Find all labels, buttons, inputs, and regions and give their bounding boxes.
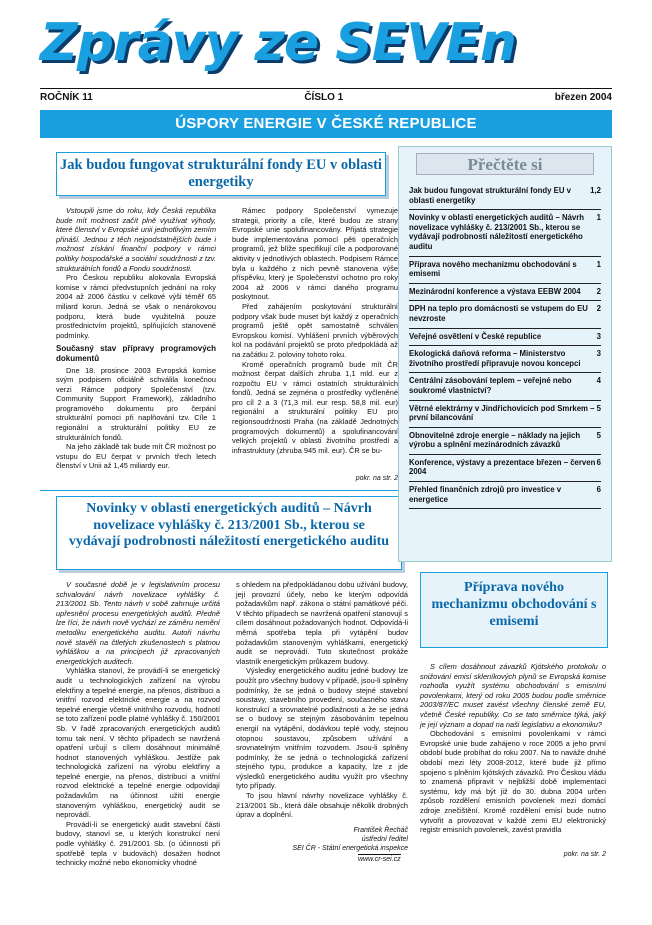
- toc-page-number: 3: [596, 349, 601, 359]
- toc-item[interactable]: [409, 373, 601, 400]
- article2-column-right: [236, 580, 408, 824]
- article3-continued: pokr. na str. 2: [563, 851, 606, 858]
- article1-continued: pokr. na str. 2: [355, 475, 398, 482]
- toc-title: Ekologická daňová reforma – Ministerstvo životního prostředí připravuje novou koncepci: [409, 349, 581, 368]
- article2-url[interactable]: www.cr-sei.cz: [358, 856, 401, 863]
- article1-column-right: [232, 206, 398, 488]
- article1-column-left: [56, 206, 216, 488]
- section-banner: ÚSPORY ENERGIE V ČESKÉ REPUBLICE: [40, 110, 612, 138]
- toc-title: Obnovitelné zdroje energie – náklady na jejich výrobu a splnění mezinárodních závazků: [409, 430, 581, 450]
- paragraph: To jsou hlavní návrhy novelizace vyhlášky č. 213/2001 Sb., která dále obsahuje několik drobných úprav a doplnění.: [236, 791, 408, 820]
- toc-title: Větrné elektrárny v Jindřichovicích pod Smrkem – první bilancování: [409, 403, 595, 423]
- toc-page-number: 6: [596, 485, 601, 495]
- paragraph: Vstoupili jsme do roku, kdy Česká republika bude mít možnost začít plně využívat výhody, které členství v Evropské unii jednotlivým zemím přináší. Jednou z těch nejpodstatnějších bude i možnost získání finanční podpory v rámci politiky hospodářské a sociální soudržnosti z tzv. strukturálních fondů a Fondu soudržnosti.: [56, 206, 216, 273]
- toc-item[interactable]: [409, 210, 601, 256]
- article2-signature: [236, 826, 408, 853]
- toc-item[interactable]: [409, 329, 601, 347]
- paragraph: Pro Českou republiku alokovala Evropská komise v rámci předvstupních jednání na roky 2004 až 2006 částku v celkové výši téměř 65 miliard korun. Jedná se však o nenárokovou podporu, která bude využitelná pouze prostřednictvím projektů, splňujících stanovené podmínky.: [56, 273, 216, 340]
- toc-item[interactable]: [409, 346, 601, 373]
- paragraph: Výsledky energetického auditu jedné budovy lze použít pro všechny budovy v případě, jsou-li splněny podmínky, že se jedná o budovy stejné stavební soustavy, stavebního provedení, současného stavu konstrukcí a srovnatelné podlažnosti a že se jedná se o budovy se stejným zásobováním tepelnou energií na vytápění, dodávkou teplé vody, stejnou otopnou soustavou, způsobem užívání a srovnatelným vnitřním rozvodem. Jsou-li splněny podmínky, že se jedná o technologická zařízení stejného typu, produkce a kapacity, lze z jde výsledků energetického auditu využít pro všechny tyto případy.: [236, 666, 408, 791]
- article-divider: [40, 490, 408, 491]
- issue-number: ČÍSLO 1: [304, 92, 344, 103]
- paragraph: Na jeho základě tak bude mít ČR možnost po vstupu do EU čerpat v prvních třech letech členství v Unii až 1,45 miliardy eur.: [56, 442, 216, 471]
- article3-title: Příprava nového mechanizmu obchodování s emisemi: [420, 572, 608, 648]
- paragraph: V současné době je v legislativním procesu schvalování návrh novelizace vyhlášky č. 213/2001 Sb. Tento návrh v sobě zahrnuje určitá upřesnění procesu energetických auditů. Předně lze říci, že návrh nově vychází ze záměru nemění metodiku energetického auditu. Autoři návrhu nově stavěli na čtletých zkušenostech s platnou vyhláškou a na principech již zpracovaných energetických auditech.: [56, 580, 220, 666]
- toc-item[interactable]: [409, 428, 601, 455]
- toc-title: Novinky v oblasti energetických auditů – Návrh novelizace vyhlášky č. 213/2001 Sb., kterou se vydávají podrobnosti náležitostí energetického auditu: [409, 213, 585, 251]
- header-rule-top: [40, 88, 612, 89]
- table-of-contents: [399, 183, 611, 509]
- article3-body: [420, 662, 606, 848]
- toc-title: Příprava nového mechanizmu obchodování s emisemi: [409, 259, 577, 279]
- signature-role: ústřední ředitel: [361, 836, 408, 843]
- paragraph: s ohledem na předpokládanou dobu užívání budovy, její provozní účely, nebo ke kterým odpovídá požadavkům např. zákona o státní památkové péči. V těchto případech se navržená opatření stanovují s cílem dosáhnout požadovaných hodnot. Odpovídá-li měrná spotřeba tepla při vytápění budov požadavkům stanoveným vyhláškami, energetický audit se neprovádí. Tuto skutečnost prokáže vlastník energetickým průkazem budovy.: [236, 580, 408, 666]
- toc-item[interactable]: [409, 401, 601, 428]
- issue-volume: ROČNÍK 11: [40, 92, 93, 103]
- article2-title: Novinky v oblasti energetických auditů – Návrh novelizace vyhlášky č. 213/2001 Sb., kterou se vydávají podrobnosti náležitostí energetického auditu: [56, 496, 402, 570]
- toc-title: Veřejné osvětlení v České republice: [409, 331, 542, 341]
- toc-page-number: 6: [596, 457, 601, 467]
- toc-page-number: 1,2: [590, 186, 601, 195]
- toc-page-number: 3: [596, 331, 601, 341]
- toc-page-number: 2: [596, 304, 601, 314]
- toc-item[interactable]: [409, 455, 601, 482]
- toc-item[interactable]: [409, 301, 601, 328]
- signature-org: SEI ČR - Státní energetická inspekce: [292, 845, 408, 852]
- signature-name: František Řecháč: [353, 827, 408, 834]
- paragraph: Rámec podpory Společenství vymezuje strategii, priority a cíle, které budou ze strany Evropské unie spolufinancovány. Přijatá strategie bude implementována pomocí pěti operačních programů, jež blíže specifikují cíle a podporované aktivity v jednotlivých oblastech. Podpisem Rámce byla u každého z nich pevně stanovena výše příspěvku, který je Společenství ochotno pro roky 2004 až 2006 v rámci daného programu poskytnout.: [232, 206, 398, 302]
- paragraph: Provádí-li se energetický audit stavební části budovy, stanoví se, u kterých konstrukcí není podle vyhlášky č. 291/2001 Sb. (o účinnosti při spotřebě tepla v budovách) dosažen hodnot technicky možné nebo ekonomicky vhodné: [56, 819, 220, 868]
- paragraph: Dne 18. prosince 2003 Evropská komise svým podpisem oficiálně schválila konečnou verzi Rámce podpory Společenství (tzv. Community Support Framework), základního programového dokumentu pro čerpání strukturální pomoci při naplňování tzv. Cíle 1 regionální a strukturální politiky EU ze strukturálních fondů.: [56, 365, 216, 442]
- toc-title: DPH na teplo pro domácnosti se vstupem do EU nevzroste: [409, 304, 588, 323]
- toc-item[interactable]: [409, 482, 601, 509]
- paragraph: Kromě operačních programů bude mít ČR možnost čerpat dalších zhruba 1,1 mld. eur z rozpočtu EU v rámci ostatních strukturálních fondů. Jedná se zejména o prostředky vyčleněné pro cíl 2 a 3 (71,3 mil. eur resp. 58,8 mil. eur) regionální a strukturální politiky EU pro regionsoudržnosti Praha (na základě Jednotných programových dokumentů) a spolufinancování velkých projektů v oblasti životního prostředí a infrastruktury (zhruba 945 mil. eur). ČR se bu-: [232, 359, 398, 455]
- toc-page-number: 4: [596, 376, 601, 386]
- toc-title: Centrální zásobování teplem – veřejné nebo soukromé vlastnictví?: [409, 376, 572, 395]
- read-this-heading: Přečtěte si: [416, 153, 594, 175]
- paragraph: S cílem dosáhnout závazků Kjótského protokolu o snižování emisí skleníkových plynů se Evropská komise rozhodla využít systému obchodování s emisními povolenkami, který od roku 2005 budou podle směrnice 2003/87/EC muset zavést všechny členské země EU, včetně České republiky. Co se tato směrnice týká, jaký je její význam a dopad na naši legislativu a ekonomiku?: [420, 662, 606, 729]
- toc-title: Jak budou fungovat strukturální fondy EU v oblasti energetiky: [409, 186, 572, 205]
- toc-title: Konference, výstavy a prezentace březen – červen 2004: [409, 457, 596, 477]
- article2-column-left: [56, 580, 220, 868]
- toc-title: Přehled finančních zdrojů pro investice v energetice: [409, 485, 562, 504]
- toc-item[interactable]: [409, 284, 601, 302]
- toc-page-number: 2: [596, 286, 601, 296]
- toc-item[interactable]: [409, 183, 601, 210]
- paragraph: Obchodování s emisními povolenkami v rámci Evropské unie bude zahájeno v roce 2005 a jeho první období bude probíhat do roku 2007. Na to naváže druhé období mezi léty 2008-2012, které bude již přímo spojeno s plněním kjótských závazků. Pro Českou vládu to znamená připravit v nejbližší době implementaci systému, kdy má být již do 30. dubna 2004 určen způsob rozdělení emisních povolenek mezi domácí zdroje znečištění. Kromě rozdělení emisí bude nutno vytvořit a provozovat v každé zemi EU elektronický registr emisních povolenek, zavést pravidla: [420, 729, 606, 835]
- article1-title: Jak budou fungovat strukturální fondy EU v oblasti energetiky: [56, 152, 386, 196]
- paragraph: Vyhláška stanoví, že provádí-li se energetický audit u technologických zařízení na výrobu elektřiny a tepelné energie, na přenos, distribuci a vnitřní rozvod elektrické energie a na rozvod tepelné energie včetně vnitřního rozvodu, hodnotí se toto zařízení podle platné vyhlášky č. 150/2001 Sb. V řadě zpracovaných energetických auditů tomu tak není. V těchto případech se navržená opatření určují s cílem dosáhnout minimálně hodnot stanovených vyhláškou. Jestliže pak technologická zařízení na výrobu elektřiny a tepelné energie, na přenos, distribuci a vnitřní rozvod elektrické a tepelné energie odpovídají požadavkům na účinnost užití energie stanoveným vyhláškou, energetický audit se neprovádí.: [56, 666, 220, 820]
- issue-info-bar: [40, 92, 612, 106]
- toc-title: Mezinárodní konference a výstava EEBW 2004: [409, 286, 581, 296]
- paragraph: Před zahájením poskytování strukturální podpory však bude muset být každý z operačních programů ještě opět samostatně schválen Evropskou komisí. Vyhlášení prvních výběrových kol na podávání projektů se proto předpokládá až na začátku 2. poloviny tohoto roku.: [232, 301, 398, 359]
- toc-item[interactable]: [409, 257, 601, 284]
- toc-page-number: 5: [596, 403, 601, 413]
- subheading: Současný stav přípravy programových dokumentů: [56, 344, 216, 363]
- toc-page-number: 1: [596, 259, 601, 269]
- toc-page-number: 5: [596, 430, 601, 440]
- toc-page-number: 1: [596, 213, 601, 223]
- sidebar-contents: [398, 146, 612, 562]
- issue-date: březen 2004: [554, 92, 612, 103]
- masthead-title: Zprávy ze SEVEn: [40, 13, 516, 73]
